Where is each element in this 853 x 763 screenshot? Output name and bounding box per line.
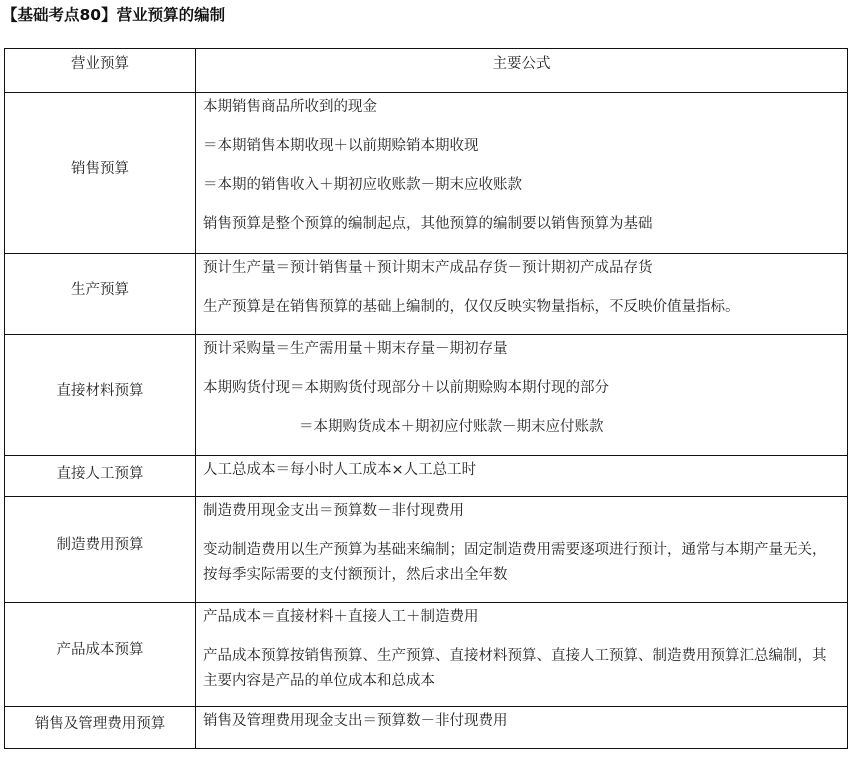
table-row bbox=[5, 707, 848, 749]
formula-line: 变动制造费用以生产预算为基础来编制；固定制造费用需要逐项进行预计，通常与本期产量无关，按每季实际需要的支付额预计，然后求出全年数 bbox=[203, 542, 827, 583]
formula-line: 本期销售商品所收到的现金 bbox=[203, 99, 377, 115]
table-row bbox=[5, 497, 848, 603]
page-title: 【基础考点80】营业预算的编制 bbox=[2, 6, 226, 24]
table-row bbox=[5, 456, 848, 497]
table-header-row bbox=[5, 49, 848, 93]
header-budget: 营业预算 bbox=[5, 49, 196, 93]
formula-line: 生产预算是在销售预算的基础上编制的，仅仅反映实物量指标，不反映价值量指标。 bbox=[203, 299, 740, 315]
budget-name: 销售预算 bbox=[5, 93, 196, 254]
formula-line: 产品成本＝直接材料＋直接人工＋制造费用 bbox=[203, 609, 479, 625]
formula-line: 预计生产量＝预计销售量＋预计期末产成品存货－预计期初产成品存货 bbox=[203, 260, 653, 276]
formula-cell bbox=[196, 456, 848, 497]
formula-cell bbox=[196, 603, 848, 707]
formula-cell bbox=[196, 93, 848, 254]
budget-name: 生产预算 bbox=[5, 254, 196, 335]
budget-name: 制造费用预算 bbox=[5, 497, 196, 603]
formula-line: ＝本期购货成本＋期初应付账款－期末应付账款 bbox=[299, 419, 604, 435]
formula-cell bbox=[196, 335, 848, 456]
budget-name: 销售及管理费用预算 bbox=[5, 707, 196, 749]
formula-line: ＝本期销售本期收现＋以前期赊销本期收现 bbox=[203, 138, 479, 154]
formula-line: 销售及管理费用现金支出＝预算数－非付现费用 bbox=[203, 713, 508, 729]
budget-name: 直接材料预算 bbox=[5, 335, 196, 456]
formula-line: 销售预算是整个预算的编制起点，其他预算的编制要以销售预算为基础 bbox=[203, 216, 653, 232]
formula-cell bbox=[196, 254, 848, 335]
formula-cell bbox=[196, 707, 848, 749]
operating-budget-table bbox=[4, 48, 848, 749]
table-row bbox=[5, 93, 848, 254]
formula-line: ＝本期的销售收入＋期初应收账款－期末应收账款 bbox=[203, 177, 522, 193]
budget-name: 产品成本预算 bbox=[5, 603, 196, 707]
budget-name: 直接人工预算 bbox=[5, 456, 196, 497]
formula-line: 人工总成本＝每小时人工成本×人工总工时 bbox=[203, 462, 477, 478]
formula-cell bbox=[196, 497, 848, 603]
formula-line: 产品成本预算按销售预算、生产预算、直接材料预算、直接人工预算、制造费用预算汇总编制，其主要内容是产品的单位成本和总成本 bbox=[203, 648, 827, 689]
table-row bbox=[5, 335, 848, 456]
table-row bbox=[5, 603, 848, 707]
table-row bbox=[5, 254, 848, 335]
formula-line: 预计采购量＝生产需用量＋期末存量－期初存量 bbox=[203, 341, 508, 357]
formula-line: 本期购货付现＝本期购货付现部分＋以前期赊购本期付现的部分 bbox=[203, 380, 609, 396]
formula-line: 制造费用现金支出＝预算数－非付现费用 bbox=[203, 503, 464, 519]
header-formula: 主要公式 bbox=[196, 49, 848, 93]
